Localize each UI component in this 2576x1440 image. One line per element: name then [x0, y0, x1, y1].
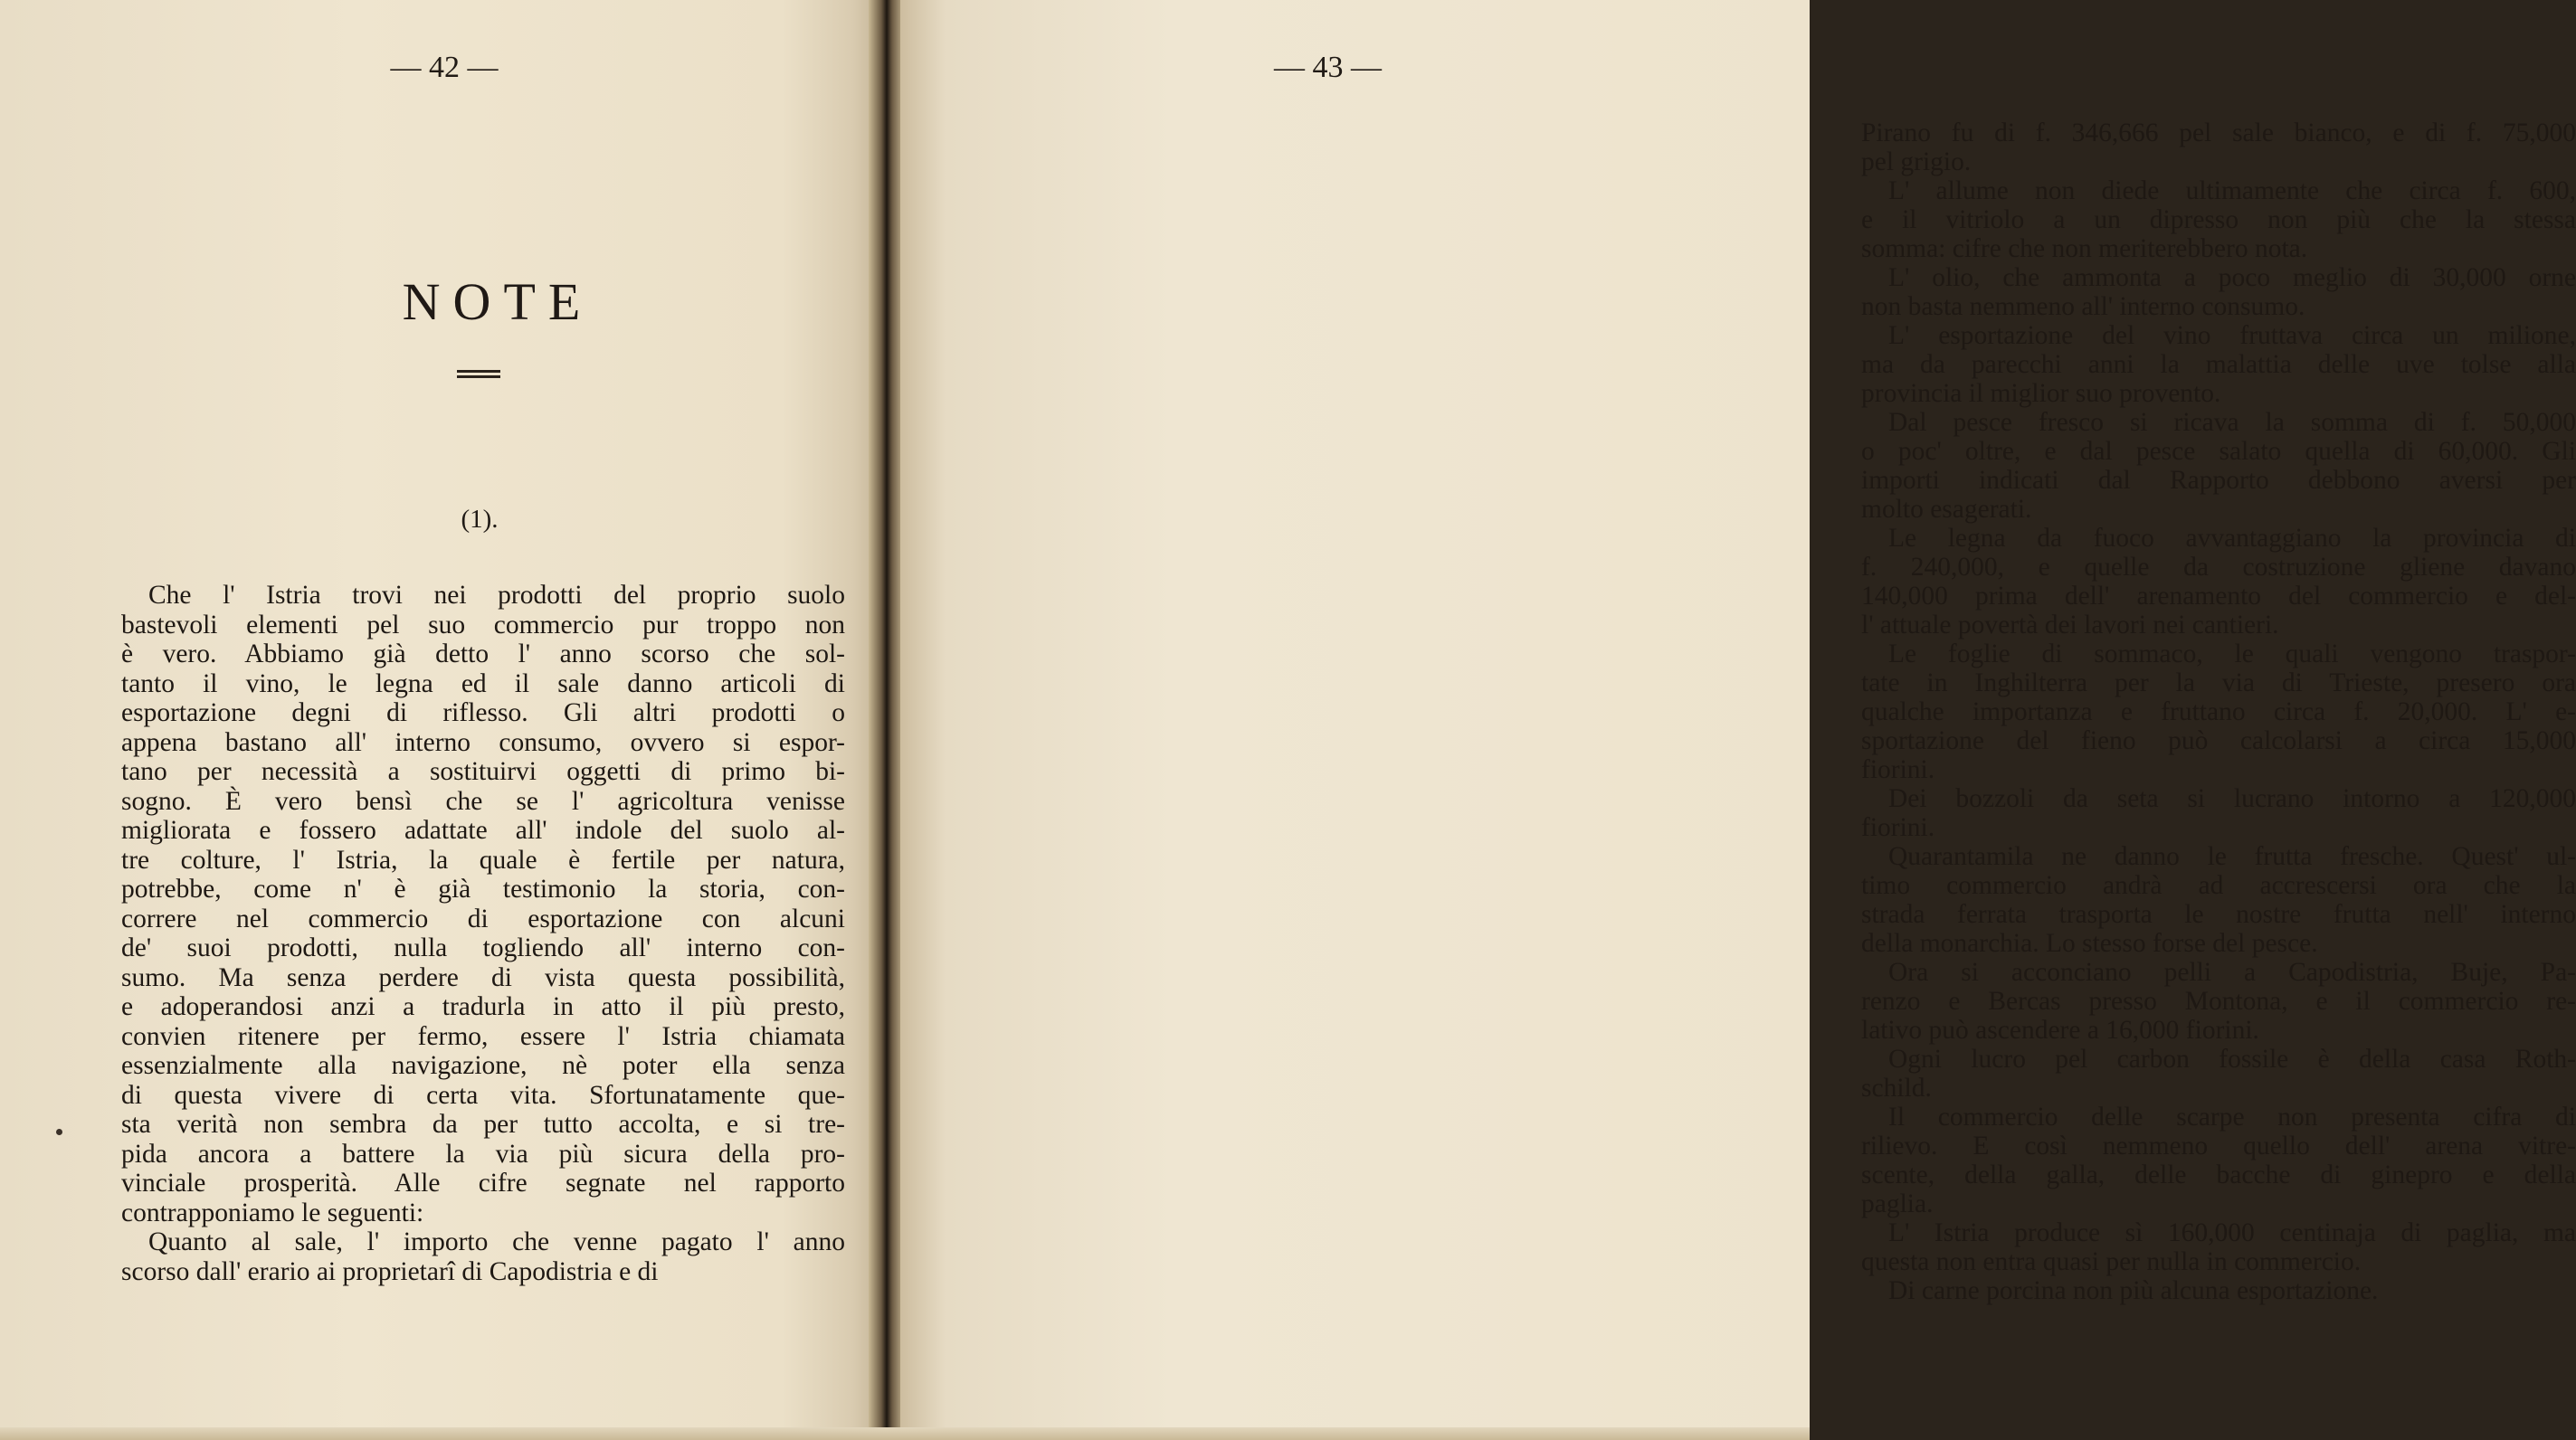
text-line: essenzialmente alla navigazione, nè poter ella senza	[121, 1051, 845, 1080]
text-line: Di carne porcina non più alcuna esportazione.	[1888, 1276, 2379, 1305]
page-bottom-edge	[0, 1427, 1810, 1440]
text-line: di questa vivere di certa vita. Sfortunatamente que-	[121, 1080, 845, 1110]
text-line: de' suoi prodotti, nulla togliendo all' interno con-	[121, 933, 845, 962]
text-line: timo commercio andrà ad accrescersi ora che la	[1861, 871, 2576, 900]
text-line: Che l' Istria trovi nei prodotti del proprio suolo	[148, 581, 845, 610]
text-line: L' olio, che ammonta a poco meglio di 30,000 orne	[1888, 263, 2576, 292]
text-line: qualche importanza e fruttano circa f. 20,000. L' e-	[1861, 697, 2576, 726]
double-rule	[457, 370, 500, 378]
text-line: L' Istria produce sì 160,000 centinaja di paglia, ma	[1888, 1218, 2576, 1247]
text-line: della monarchia. Lo stesso forse del pesce.	[1861, 929, 2318, 958]
text-line: è vero. Abbiamo già detto l' anno scorso che sol-	[121, 639, 845, 668]
text-line: ma da parecchi anni la malattia delle uve tolse alla	[1861, 350, 2576, 379]
text-line: Quarantamila ne danno le frutta fresche. Quest' ul-	[1888, 842, 2576, 871]
text-line: scorso dall' erario ai proprietarî di Capodistria e di	[121, 1256, 659, 1286]
text-line: non basta nemmeno all' interno consumo.	[1861, 292, 2305, 321]
text-line: 140,000 prima dell' arenamento del commercio e del-	[1861, 582, 2576, 611]
text-line: correre nel commercio di esportazione con alcuni	[121, 904, 845, 933]
text-line: renzo e Bercas presso Montona, e il commercio re-	[1861, 987, 2576, 1016]
text-line: Le legna da fuoco avvantaggiano la provincia di	[1888, 524, 2576, 553]
text-line: importi indicati dal Rapporto debbono aversi per	[1861, 466, 2576, 495]
note-number: (1).	[461, 505, 499, 534]
text-line: fiorini.	[1861, 813, 1935, 842]
text-line: molto esagerati.	[1861, 495, 2032, 524]
text-line: Ogni lucro pel carbon fossile è della casa Roth-	[1888, 1045, 2576, 1074]
text-line: rilievo. E così nemmeno quello dell' arena vitre-	[1861, 1132, 2576, 1161]
text-line: o poc' oltre, e dal pesce salato quella di 60,000. Gli	[1861, 437, 2576, 466]
text-line: sogno. È vero bensì che se l' agricoltura venisse	[121, 786, 845, 816]
text-line: sumo. Ma senza perdere di vista questa possibilità,	[121, 962, 845, 992]
text-line: Dei bozzoli da seta si lucrano intorno a 120,000	[1888, 784, 2576, 813]
text-line: questa non entra quasi per nulla in commercio.	[1861, 1247, 2362, 1276]
note-heading: NOTE	[402, 272, 594, 331]
text-line: pel grigio.	[1861, 147, 1972, 176]
text-line: convien ritenere per fermo, essere l' Istria chiamata	[121, 1021, 845, 1051]
text-line: Ora si acconciano pelli a Capodistria, Buje, Pa-	[1888, 958, 2576, 987]
text-line: contrapponiamo le seguenti:	[121, 1198, 424, 1227]
margin-dot	[56, 1129, 62, 1135]
text-line: l' attuale povertà dei lavori nei cantieri.	[1861, 611, 2279, 639]
text-line: e adoperandosi anzi a tradurla in atto il più presto,	[121, 992, 845, 1021]
right-page-text	[1861, 118, 2576, 1305]
text-line: provincia il miglior suo provento.	[1861, 379, 2221, 408]
text-line: paglia.	[1861, 1189, 1934, 1218]
text-line: L' esportazione del vino fruttava circa un milione,	[1888, 321, 2576, 350]
text-line: Dal pesce fresco si ricava la somma di f. 50,000	[1888, 408, 2576, 437]
text-line: pida ancora a battere la via più sicura della pro-	[121, 1139, 845, 1169]
page-number-left: — 42 —	[390, 51, 499, 84]
text-line: esportazione degni di riflesso. Gli altri prodotti o	[121, 698, 845, 727]
text-line: Le foglie di sommaco, le quali vengono traspor-	[1888, 639, 2576, 668]
text-line: potrebbe, come n' è già testimonio la storia, con-	[121, 875, 845, 904]
text-line: somma: cifre che non meriterebbero nota.	[1861, 234, 2308, 263]
text-line: appena bastano all' interno consumo, ovvero si espor-	[121, 727, 845, 757]
text-line: tre colture, l' Istria, la quale è fertile per natura,	[121, 845, 845, 875]
text-line: L' allume non diede ultimamente che circa f. 600,	[1888, 176, 2576, 205]
text-line: strada ferrata trasporta le nostre frutta nell' interno	[1861, 900, 2576, 929]
text-line: scente, della galla, delle bacche di ginepro e della	[1861, 1161, 2576, 1189]
text-line: Il commercio delle scarpe non presenta cifra di	[1888, 1103, 2576, 1132]
text-line: tate in Inghilterra per la via di Trieste, presero ora	[1861, 668, 2576, 697]
book-gutter	[869, 0, 905, 1440]
left-page-text	[121, 581, 845, 1286]
text-line: vinciale prosperità. Alle cifre segnate nel rapporto	[121, 1169, 845, 1198]
left-page	[0, 0, 889, 1440]
text-line: tano per necessità a sostituirvi oggetti di primo bi-	[121, 757, 845, 786]
text-line: tanto il vino, le legna ed il sale danno articoli di	[121, 668, 845, 698]
text-line: f. 240,000, e quelle da costruzione gliene davano	[1861, 553, 2576, 582]
page-number-right: — 43 —	[1274, 51, 1382, 84]
text-line: sportazione del fieno può calcolarsi a circa 15,000	[1861, 726, 2576, 755]
text-line: e il vitriolo a un dipresso non più che la stessa	[1861, 205, 2576, 234]
right-page	[900, 0, 2576, 1440]
text-line: lativo può ascendere a 16,000 fiorini.	[1861, 1016, 2259, 1045]
text-line: bastevoli elementi pel suo commercio pur troppo non	[121, 610, 845, 639]
text-line: Quanto al sale, l' importo che venne pagato l' anno	[148, 1227, 845, 1256]
text-line: schild.	[1861, 1074, 1932, 1103]
text-line: fiorini.	[1861, 755, 1935, 784]
text-line: sta verità non sembra da per tutto accolta, e si tre-	[121, 1110, 845, 1139]
text-line: Pirano fu di f. 346,666 pel sale bianco, e di f. 75,000	[1861, 118, 2576, 147]
text-line: migliorata e fossero adattate all' indole del suolo al-	[121, 816, 845, 845]
